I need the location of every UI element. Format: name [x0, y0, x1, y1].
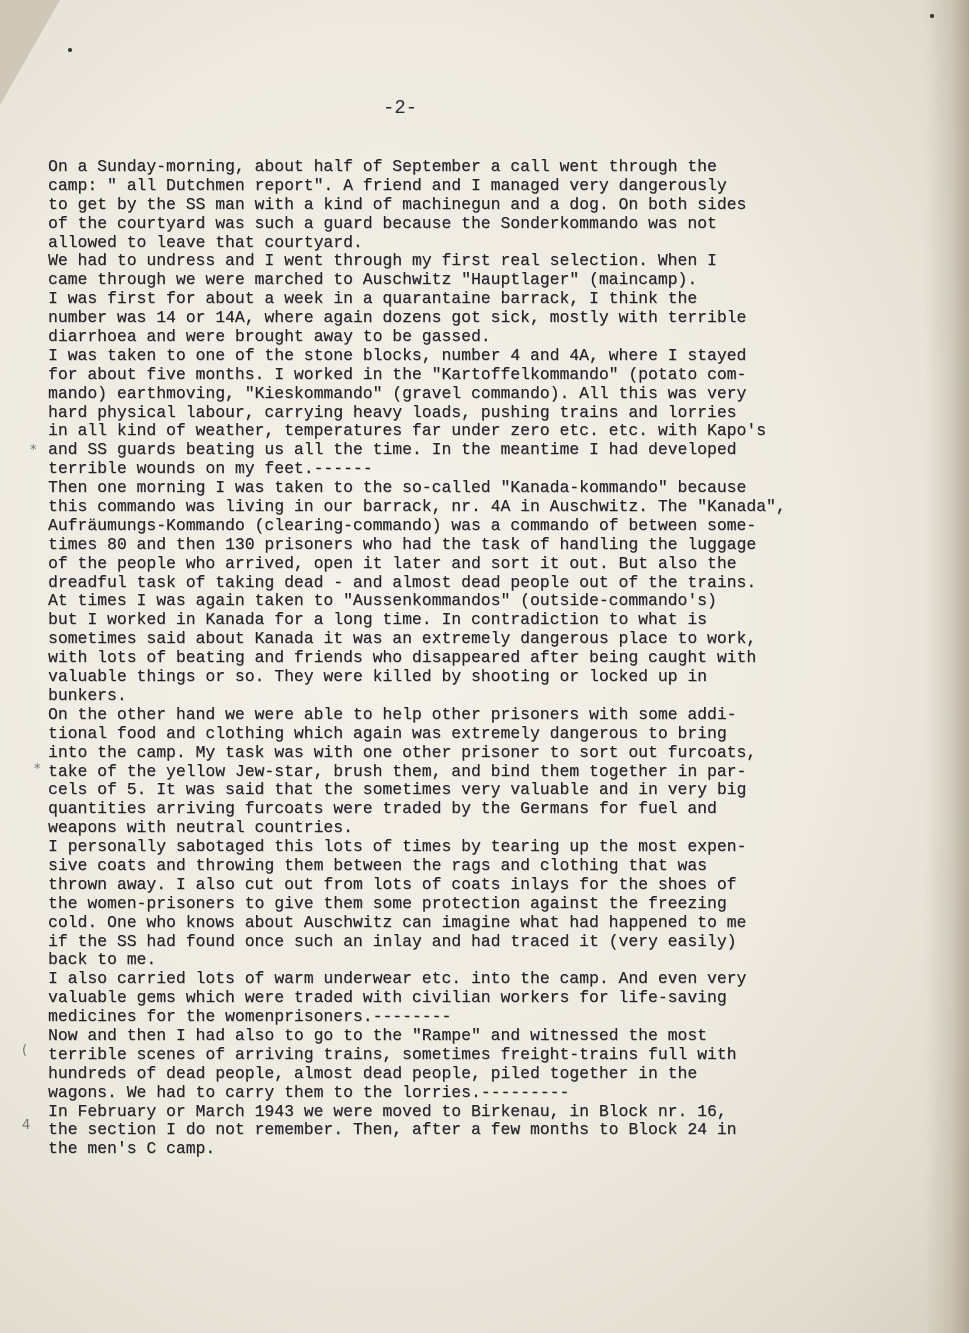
margin-mark: 4: [22, 1118, 31, 1133]
text-line: Now and then I had also to go to the "Rampe" and witnessed the most: [48, 1025, 708, 1045]
text-line: camp: " all Dutchmen report". A friend and I managed very dangerously: [48, 175, 727, 195]
text-line: and SS guards beating us all the time. In the meantime I had developed: [48, 440, 737, 460]
text-line: Then one morning I was taken to the so-called "Kanada-kommando" because: [48, 478, 747, 498]
typed-body-text: [48, 158, 928, 1159]
text-line: number was 14 or 14A, where again dozens got sick, mostly with terrible: [48, 308, 747, 328]
text-line: the women-prisoners to give them some protection against the freezing: [48, 893, 727, 913]
text-line: cels of 5. It was said that the sometimes very valuable and in very big: [48, 780, 747, 800]
text-line: dreadful task of taking dead - and almost dead people out of the trains.: [48, 572, 757, 592]
text-line: mando) earthmoving, "Kieskommando" (gravel commando). All this was very: [48, 383, 747, 403]
page-edge-shadow: [925, 0, 969, 1333]
text-line: in all kind of weather, temperatures far under zero etc. etc. with Kapo's: [48, 421, 767, 441]
text-line: times 80 and then 130 prisoners who had the task of handling the luggage: [48, 534, 757, 554]
text-line: bunkers.: [48, 685, 127, 705]
text-line: hundreds of dead people, almost dead people, piled together in the: [48, 1063, 698, 1083]
text-line: Aufräumungs-Kommando (clearing-commando) was a commando of between some-: [48, 515, 757, 535]
text-line: if the SS had found once such an inlay and had traced it (very easily): [48, 931, 737, 951]
text-line: with lots of beating and friends who disappeared after being caught with: [48, 648, 757, 668]
text-line: to get by the SS man with a kind of machinegun and a dog. On both sides: [48, 194, 747, 214]
text-line: came through we were marched to Auschwitz "Hauptlager" (maincamp).: [48, 270, 698, 290]
text-line: In February or March 1943 we were moved to Birkenau, in Block nr. 16,: [48, 1101, 727, 1121]
folded-corner: [0, 0, 60, 105]
text-line: cold. One who knows about Auschwitz can imagine what had happened to me: [48, 912, 747, 932]
text-line: sometimes said about Kanada it was an extremely dangerous place to work,: [48, 629, 757, 649]
text-line: medicines for the womenprisoners.--------: [48, 1007, 452, 1027]
text-line: of the people who arrived, open it later and sort it out. But also the: [48, 553, 737, 573]
text-line: of the courtyard was such a guard because the Sonderkommando was not: [48, 213, 717, 233]
text-line: I personally sabotaged this lots of times by tearing up the most expen-: [48, 837, 747, 857]
text-line: this commando was living in our barrack, nr. 4A in Auschwitz. The "Kanada",: [48, 497, 786, 517]
text-line: valuable things or so. They were killed by shooting or locked up in: [48, 667, 708, 687]
margin-mark: (: [22, 1043, 28, 1058]
text-line: On the other hand we were able to help other prisoners with some addi-: [48, 704, 737, 724]
text-line: sive coats and throwing them between the rags and clothing that was: [48, 855, 708, 875]
text-line: wagons. We had to carry them to the lorries.---------: [48, 1082, 570, 1102]
text-line: thrown away. I also cut out from lots of coats inlays for the shoes of: [48, 874, 737, 894]
text-line: allowed to leave that courtyard.: [48, 232, 363, 252]
text-line: but I worked in Kanada for a long time. In contradiction to what is: [48, 610, 708, 630]
paper-speck: [68, 48, 72, 52]
text-line: back to me.: [48, 950, 157, 970]
text-line: into the camp. My task was with one other prisoner to sort out furcoats,: [48, 742, 757, 762]
text-line: I was first for about a week in a quarantaine barrack, I think the: [48, 289, 698, 309]
text-line: terrible scenes of arriving trains, sometimes freight-trains full with: [48, 1044, 737, 1064]
text-line: tional food and clothing which again was extremely dangerous to bring: [48, 723, 727, 743]
text-line: We had to undress and I went through my first real selection. When I: [48, 251, 717, 271]
text-line: terrible wounds on my feet.------: [48, 459, 373, 479]
text-line: I also carried lots of warm underwear etc. into the camp. And even very: [48, 969, 747, 989]
text-line: diarrhoea and were brought away to be gassed.: [48, 327, 491, 347]
text-line: the section I do not remember. Then, after a few months to Block 24 in: [48, 1120, 737, 1140]
text-line: for about five months. I worked in the "Kartoffelkommando" (potato com-: [48, 364, 747, 384]
page-number: -2-: [383, 97, 418, 119]
text-line: take of the yellow Jew-star, brush them, and bind them together in par-: [48, 761, 747, 781]
text-line: I was taken to one of the stone blocks, number 4 and 4A, where I stayed: [48, 345, 747, 365]
text-line: weapons with neutral countries.: [48, 818, 353, 838]
text-line: valuable gems which were traded with civilian workers for life-saving: [48, 988, 727, 1008]
text-line: At times I was again taken to "Aussenkommandos" (outside-commando's): [48, 591, 717, 611]
text-line: the men's C camp.: [48, 1139, 216, 1159]
text-line: On a Sunday-morning, about half of September a call went through the: [48, 157, 717, 176]
margin-mark: *: [34, 762, 41, 777]
text-line: quantities arriving furcoats were traded by the Germans for fuel and: [48, 799, 717, 819]
paper-speck: [930, 14, 934, 18]
text-line: hard physical labour, carrying heavy loads, pushing trains and lorries: [48, 402, 737, 422]
margin-mark: *: [30, 443, 37, 458]
